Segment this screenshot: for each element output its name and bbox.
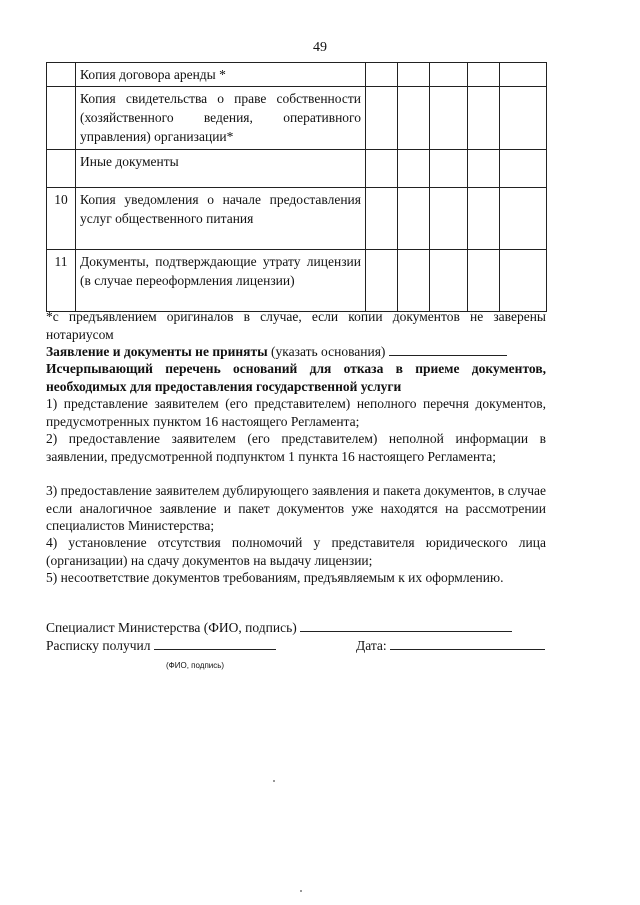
scan-speck — [273, 780, 275, 782]
row-number — [47, 63, 76, 87]
date-line — [356, 637, 545, 654]
specialist-signature-line — [46, 619, 512, 636]
row-number: 10 — [47, 188, 76, 250]
table-row — [47, 63, 547, 87]
scan-speck — [300, 890, 302, 892]
ground-1: 1) представление заявителем (его представителем) неполного перечня документов, предусмотренных пунктом 16 настоящего Регламента; — [46, 396, 546, 429]
ground-5: 5) несоответствие документов требованиям, предъявляемым к их оформлению. — [46, 570, 504, 585]
table-row — [47, 188, 547, 250]
not-accepted-line — [46, 343, 546, 361]
table-row — [47, 87, 547, 150]
page-number: 49 — [313, 40, 327, 55]
date-blank[interactable] — [390, 637, 545, 650]
documents-table — [46, 62, 547, 312]
row-number: 11 — [47, 250, 76, 312]
not-accepted-hint: (указать основания) — [267, 344, 389, 359]
receipt-blank[interactable] — [154, 637, 276, 650]
specialist-label: Специалист Министерства (ФИО, подпись) — [46, 620, 297, 635]
signature-caption: (ФИО, подпись) — [166, 661, 225, 670]
ground-3: 3) предоставление заявителем дублирующего заявления и пакета документов, в случае если аналогичное заявление и пакет документов уже находятся на рассмотрении специалистов Министерства; — [46, 483, 546, 533]
document-name: Копия договора аренды * — [76, 63, 366, 87]
document-name: Копия уведомления о начале предоставления услуг общественного питания — [76, 188, 366, 250]
specialist-blank[interactable] — [300, 619, 512, 632]
document-name: Копия свидетельства о праве собственности (хозяйственного ведения, оперативного управления) организации* — [76, 87, 366, 150]
table-row — [47, 150, 547, 188]
reason-blank[interactable] — [389, 343, 507, 356]
not-accepted-label: Заявление и документы не приняты — [46, 344, 268, 359]
row-number — [47, 150, 76, 188]
refusal-heading: Исчерпывающий перечень оснований для отказа в приеме документов, необходимых для предоставления государственной услуги — [46, 361, 546, 394]
receipt-label: Расписку получил — [46, 638, 151, 653]
footnote: *с предъявлением оригиналов в случае, если копии документов не заверены нотариусом — [46, 309, 546, 342]
table-row — [47, 250, 547, 312]
document-name: Иные документы — [76, 150, 366, 188]
document-name: Документы, подтверждающие утрату лицензии (в случае переоформления лицензии) — [76, 250, 366, 312]
ground-4: 4) установление отсутствия полномочий у представителя юридического лица (организации) на сдачу документов на выдачу лицензии; — [46, 535, 546, 568]
ground-2: 2) предоставление заявителем (его представителем) неполной информации в заявлении, предусмотренной подпунктом 1 пункта 16 настоящего Регламента; — [46, 431, 546, 464]
row-number — [47, 87, 76, 150]
receipt-signature-line — [46, 637, 276, 654]
date-label: Дата: — [356, 638, 387, 653]
